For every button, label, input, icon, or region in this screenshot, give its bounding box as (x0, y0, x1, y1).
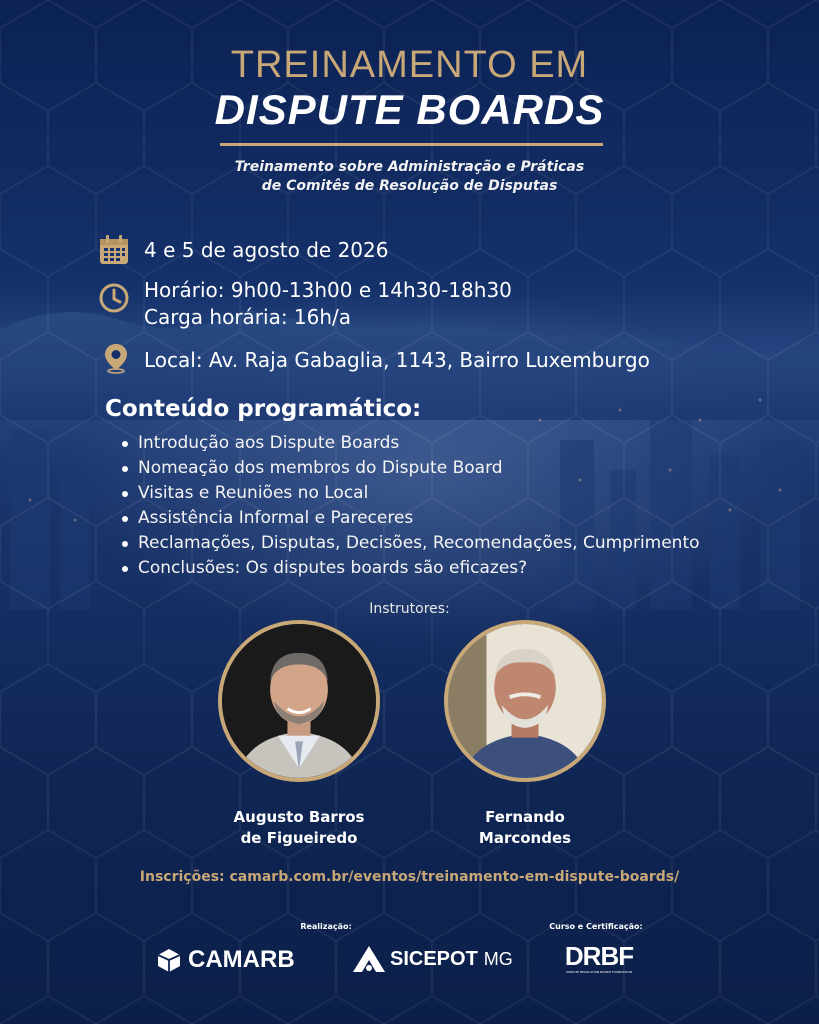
program-title: Conteúdo programático: (105, 396, 422, 422)
program-item: Visitas e Reuniões no Local (120, 481, 700, 506)
workload-text: Carga horária: 16h/a (144, 305, 352, 329)
instructor-name-2-line-2: Marcondes (478, 829, 572, 847)
title-underline (220, 143, 603, 146)
clock-icon (98, 282, 130, 318)
subtitle-line-2: de Comitês de Resolução de Disputas (261, 178, 558, 194)
schedule-text: Horário: 9h00-13h00 e 14h30-18h30 (144, 278, 512, 302)
certificacao-label: Curso e Certificação: (549, 922, 643, 931)
sicepot-logo-text: SICEPOT (390, 947, 478, 970)
instructor-photo-1 (218, 620, 380, 782)
sicepot-logo-suffix: MG (483, 948, 513, 969)
title-line-2: DISPUTE BOARDS (214, 86, 605, 133)
event-date: 4 e 5 de agosto de 2026 (144, 238, 389, 262)
camarb-logo-text: CAMARB (188, 946, 295, 973)
drbf-logo-text: DRBF (564, 941, 634, 971)
instructor-name-1 (189, 807, 409, 849)
program-item: Introdução aos Dispute Boards (120, 431, 700, 456)
camarb-logo (156, 946, 295, 974)
event-location: Local: Av. Raja Gabaglia, 1143, Bairro Luxemburgo (144, 348, 650, 372)
location-pin-icon (100, 342, 132, 378)
realizacao-label: Realização: (300, 922, 352, 931)
registration-link[interactable]: Inscrições: camarb.com.br/eventos/treinamento-em-dispute-boards/ (139, 869, 680, 885)
instructor-name-1-line-2: de Figueiredo (240, 829, 358, 847)
instructors-label: Instrutores: (369, 601, 450, 617)
title-line-1: TREINAMENTO EM (230, 44, 589, 86)
program-list (120, 431, 700, 581)
subtitle (0, 158, 819, 196)
program-item: Nomeação dos membros do Dispute Board (120, 456, 700, 481)
instructor-name-2-line-1: Fernando (485, 808, 565, 826)
program-item: Reclamações, Disputas, Decisões, Recomendações, Cumprimento (120, 531, 700, 556)
sicepot-mark-icon (352, 944, 386, 974)
sicepot-logo (352, 944, 513, 974)
subtitle-line-1: Treinamento sobre Administração e Práticas (234, 159, 585, 175)
instructor-name-1-line-1: Augusto Barros (233, 808, 365, 826)
drbf-logo (560, 942, 638, 975)
program-item: Conclusões: Os disputes boards são eficazes? (120, 556, 700, 581)
instructor-name-2 (415, 807, 635, 849)
instructor-photo-2 (444, 620, 606, 782)
event-schedule (144, 277, 512, 331)
cube-icon (156, 947, 182, 973)
program-item: Assistência Informal e Pareceres (120, 506, 700, 531)
calendar-icon (98, 234, 130, 270)
drbf-tagline: DISPUTE RESOLUTION BOARD FOUNDATION (566, 970, 632, 974)
